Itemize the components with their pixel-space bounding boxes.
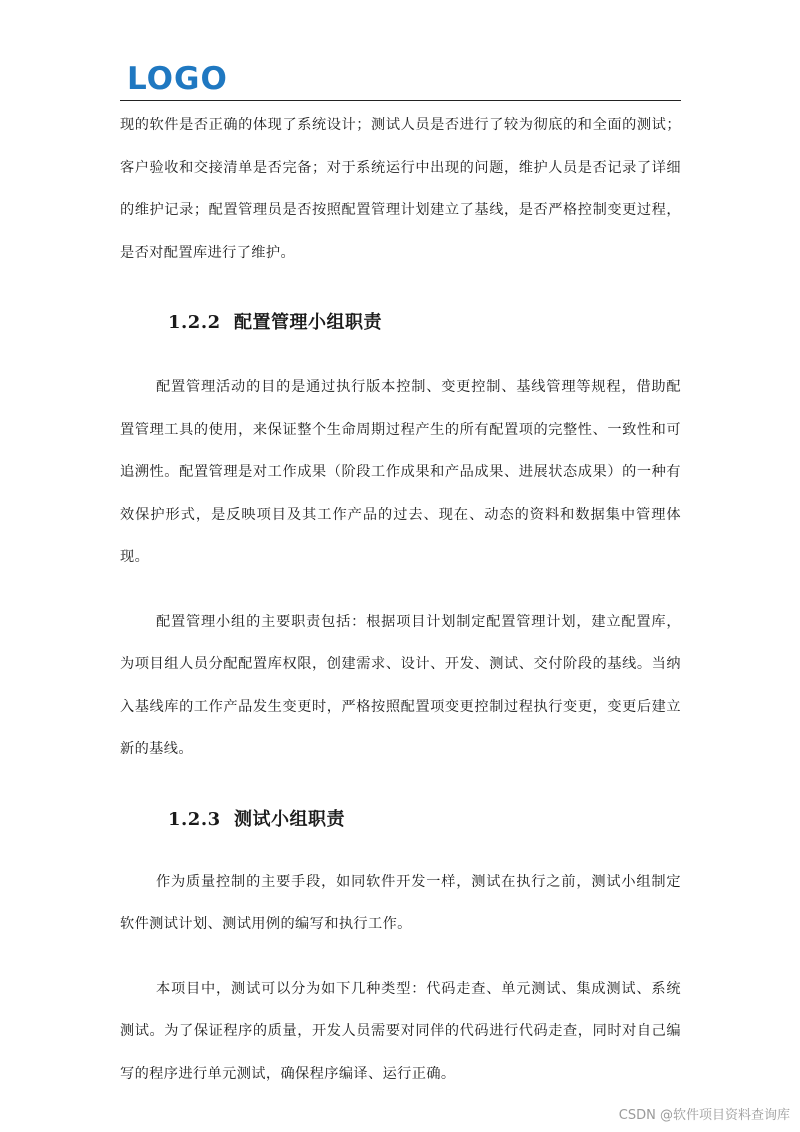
section-number: 1.2.3	[168, 808, 221, 830]
section-title: 配置管理小组职责	[234, 312, 382, 333]
logo: LOGO	[127, 61, 228, 97]
watermark: CSDN @软件项目资料查询库	[618, 1108, 790, 1123]
section-heading-config-team	[120, 304, 681, 342]
section-title: 测试小组职责	[234, 808, 345, 830]
paragraph-test-role: 作为质量控制的主要手段，如同软件开发一样，测试在执行之前，测试小组制定软件测试计划、测试用例的编写和执行工作。	[120, 873, 681, 932]
section-heading-test-team	[120, 801, 681, 839]
paragraph-config-duties: 配置管理小组的主要职责包括：根据项目计划制定配置管理计划，建立配置库，为项目组人员分配配置库权限，创建需求、设计、开发、测试、交付阶段的基线。当纳入基线库的工作产品发生变更时，严格按照配置项变更控制过程执行变更，变更后建立新的基线。	[120, 613, 681, 757]
paragraph-config-purpose: 配置管理活动的目的是通过执行版本控制、变更控制、基线管理等规程，借助配置管理工具的使用，来保证整个生命周期过程产生的所有配置项的完整性、一致性和可追溯性。配置管理是对工作成果（阶段工作成果和产品成果、进展状态成果）的一种有效保护形式，是反映项目及其工作产品的过去、现在、动态的资料和数据集中管理体现。	[120, 379, 681, 565]
paragraph-continued: 现的软件是否正确的体现了系统设计；测试人员是否进行了较为彻底的和全面的测试；客户验收和交接清单是否完备；对于系统运行中出现的问题，维护人员是否记录了详细的维护记录；配置管理员是否按照配置管理计划建立了基线，是否严格控制变更过程，是否对配置库进行了维护。	[120, 117, 681, 261]
paragraph-test-types: 本项目中，测试可以分为如下几种类型：代码走查、单元测试、集成测试、系统测试。为了保证程序的质量，开发人员需要对同伴的代码进行代码走查，同时对自己编写的程序进行单元测试，确保程序编译、运行正确。	[120, 980, 681, 1082]
section-number: 1.2.2	[168, 312, 221, 333]
page-header	[120, 60, 681, 101]
document-body	[120, 104, 681, 1095]
